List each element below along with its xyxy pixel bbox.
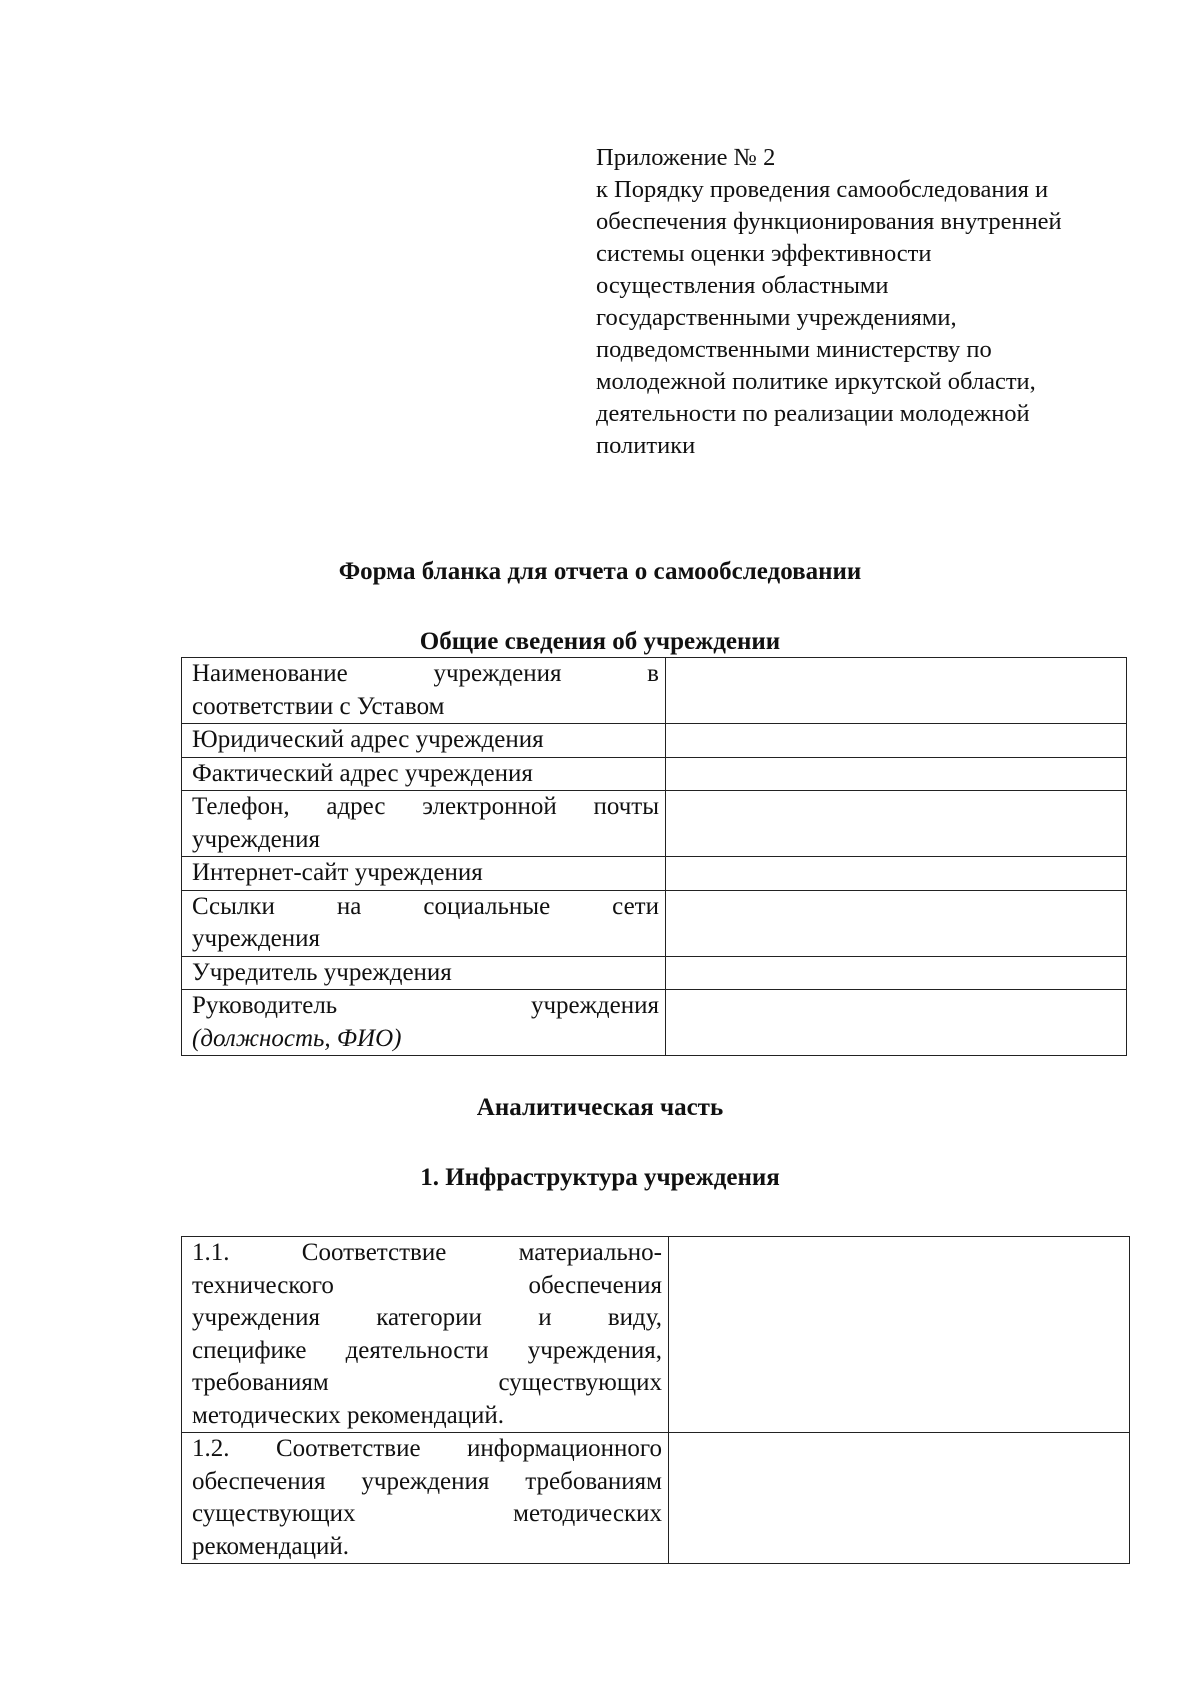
value-cell[interactable]	[666, 890, 1127, 956]
table-row	[182, 757, 1127, 791]
row-label: Телефон, адрес электронной почты учреждения	[182, 791, 666, 857]
table-row	[182, 956, 1127, 990]
table-row	[182, 857, 1127, 891]
appendix-line: системы оценки эффективности	[596, 240, 932, 267]
table-row	[182, 1237, 1130, 1433]
row-label: Наименование учреждения в соответствии с Уставом	[182, 658, 666, 724]
table-row	[182, 791, 1127, 857]
value-cell[interactable]	[666, 724, 1127, 758]
appendix-line: подведомственными министерству по	[596, 336, 992, 363]
row-label: Фактический адрес учреждения	[182, 757, 666, 791]
appendix-line: политики	[596, 432, 696, 459]
value-cell[interactable]	[666, 658, 1127, 724]
row-label: Учредитель учреждения	[182, 956, 666, 990]
general-info-title: Общие сведения об учреждении	[419, 628, 781, 655]
general-info-table	[181, 657, 1127, 1056]
appendix-line: молодежной политике иркутской области,	[596, 368, 1036, 395]
table-row	[182, 724, 1127, 758]
appendix-line: Приложение № 2	[596, 144, 776, 171]
table-row	[182, 890, 1127, 956]
infrastructure-title: 1. Инфраструктура учреждения	[420, 1164, 780, 1191]
row-label: Юридический адрес учреждения	[182, 724, 666, 758]
row-label: Ссылки на социальные сети учреждения	[182, 890, 666, 956]
appendix-line: государственными учреждениями,	[596, 304, 957, 331]
appendix-line: деятельности по реализации молодежной	[596, 400, 1030, 427]
row-label: 1.1. Соответствие материально- технического обеспечения учреждения категории и виду, специфике деятельности учреждения, требованиям существующих методических рекомендаций.	[182, 1237, 669, 1433]
value-cell[interactable]	[666, 956, 1127, 990]
row-label: Интернет-сайт учреждения	[182, 857, 666, 891]
value-cell[interactable]	[666, 757, 1127, 791]
value-cell[interactable]	[666, 791, 1127, 857]
value-cell[interactable]	[666, 857, 1127, 891]
infrastructure-table	[181, 1236, 1130, 1564]
appendix-header	[596, 142, 1136, 462]
row-label: Руководитель учреждения (должность, ФИО)	[182, 990, 666, 1056]
row-label: 1.2. Соответствие информационного обеспечения учреждения требованиям существующих методических рекомендаций.	[182, 1433, 669, 1564]
table-row	[182, 1433, 1130, 1564]
appendix-line: осуществления областными	[596, 272, 889, 299]
value-cell[interactable]	[669, 1237, 1130, 1433]
table-row	[182, 990, 1127, 1056]
table-row	[182, 658, 1127, 724]
appendix-line: обеспечения функционирования внутренней	[596, 208, 1062, 235]
value-cell[interactable]	[669, 1433, 1130, 1564]
appendix-line: к Порядку проведения самообследования и	[596, 176, 1049, 203]
form-title: Форма бланка для отчета о самообследовании	[338, 558, 862, 585]
analytic-section-title: Аналитическая часть	[476, 1094, 724, 1121]
value-cell[interactable]	[666, 990, 1127, 1056]
